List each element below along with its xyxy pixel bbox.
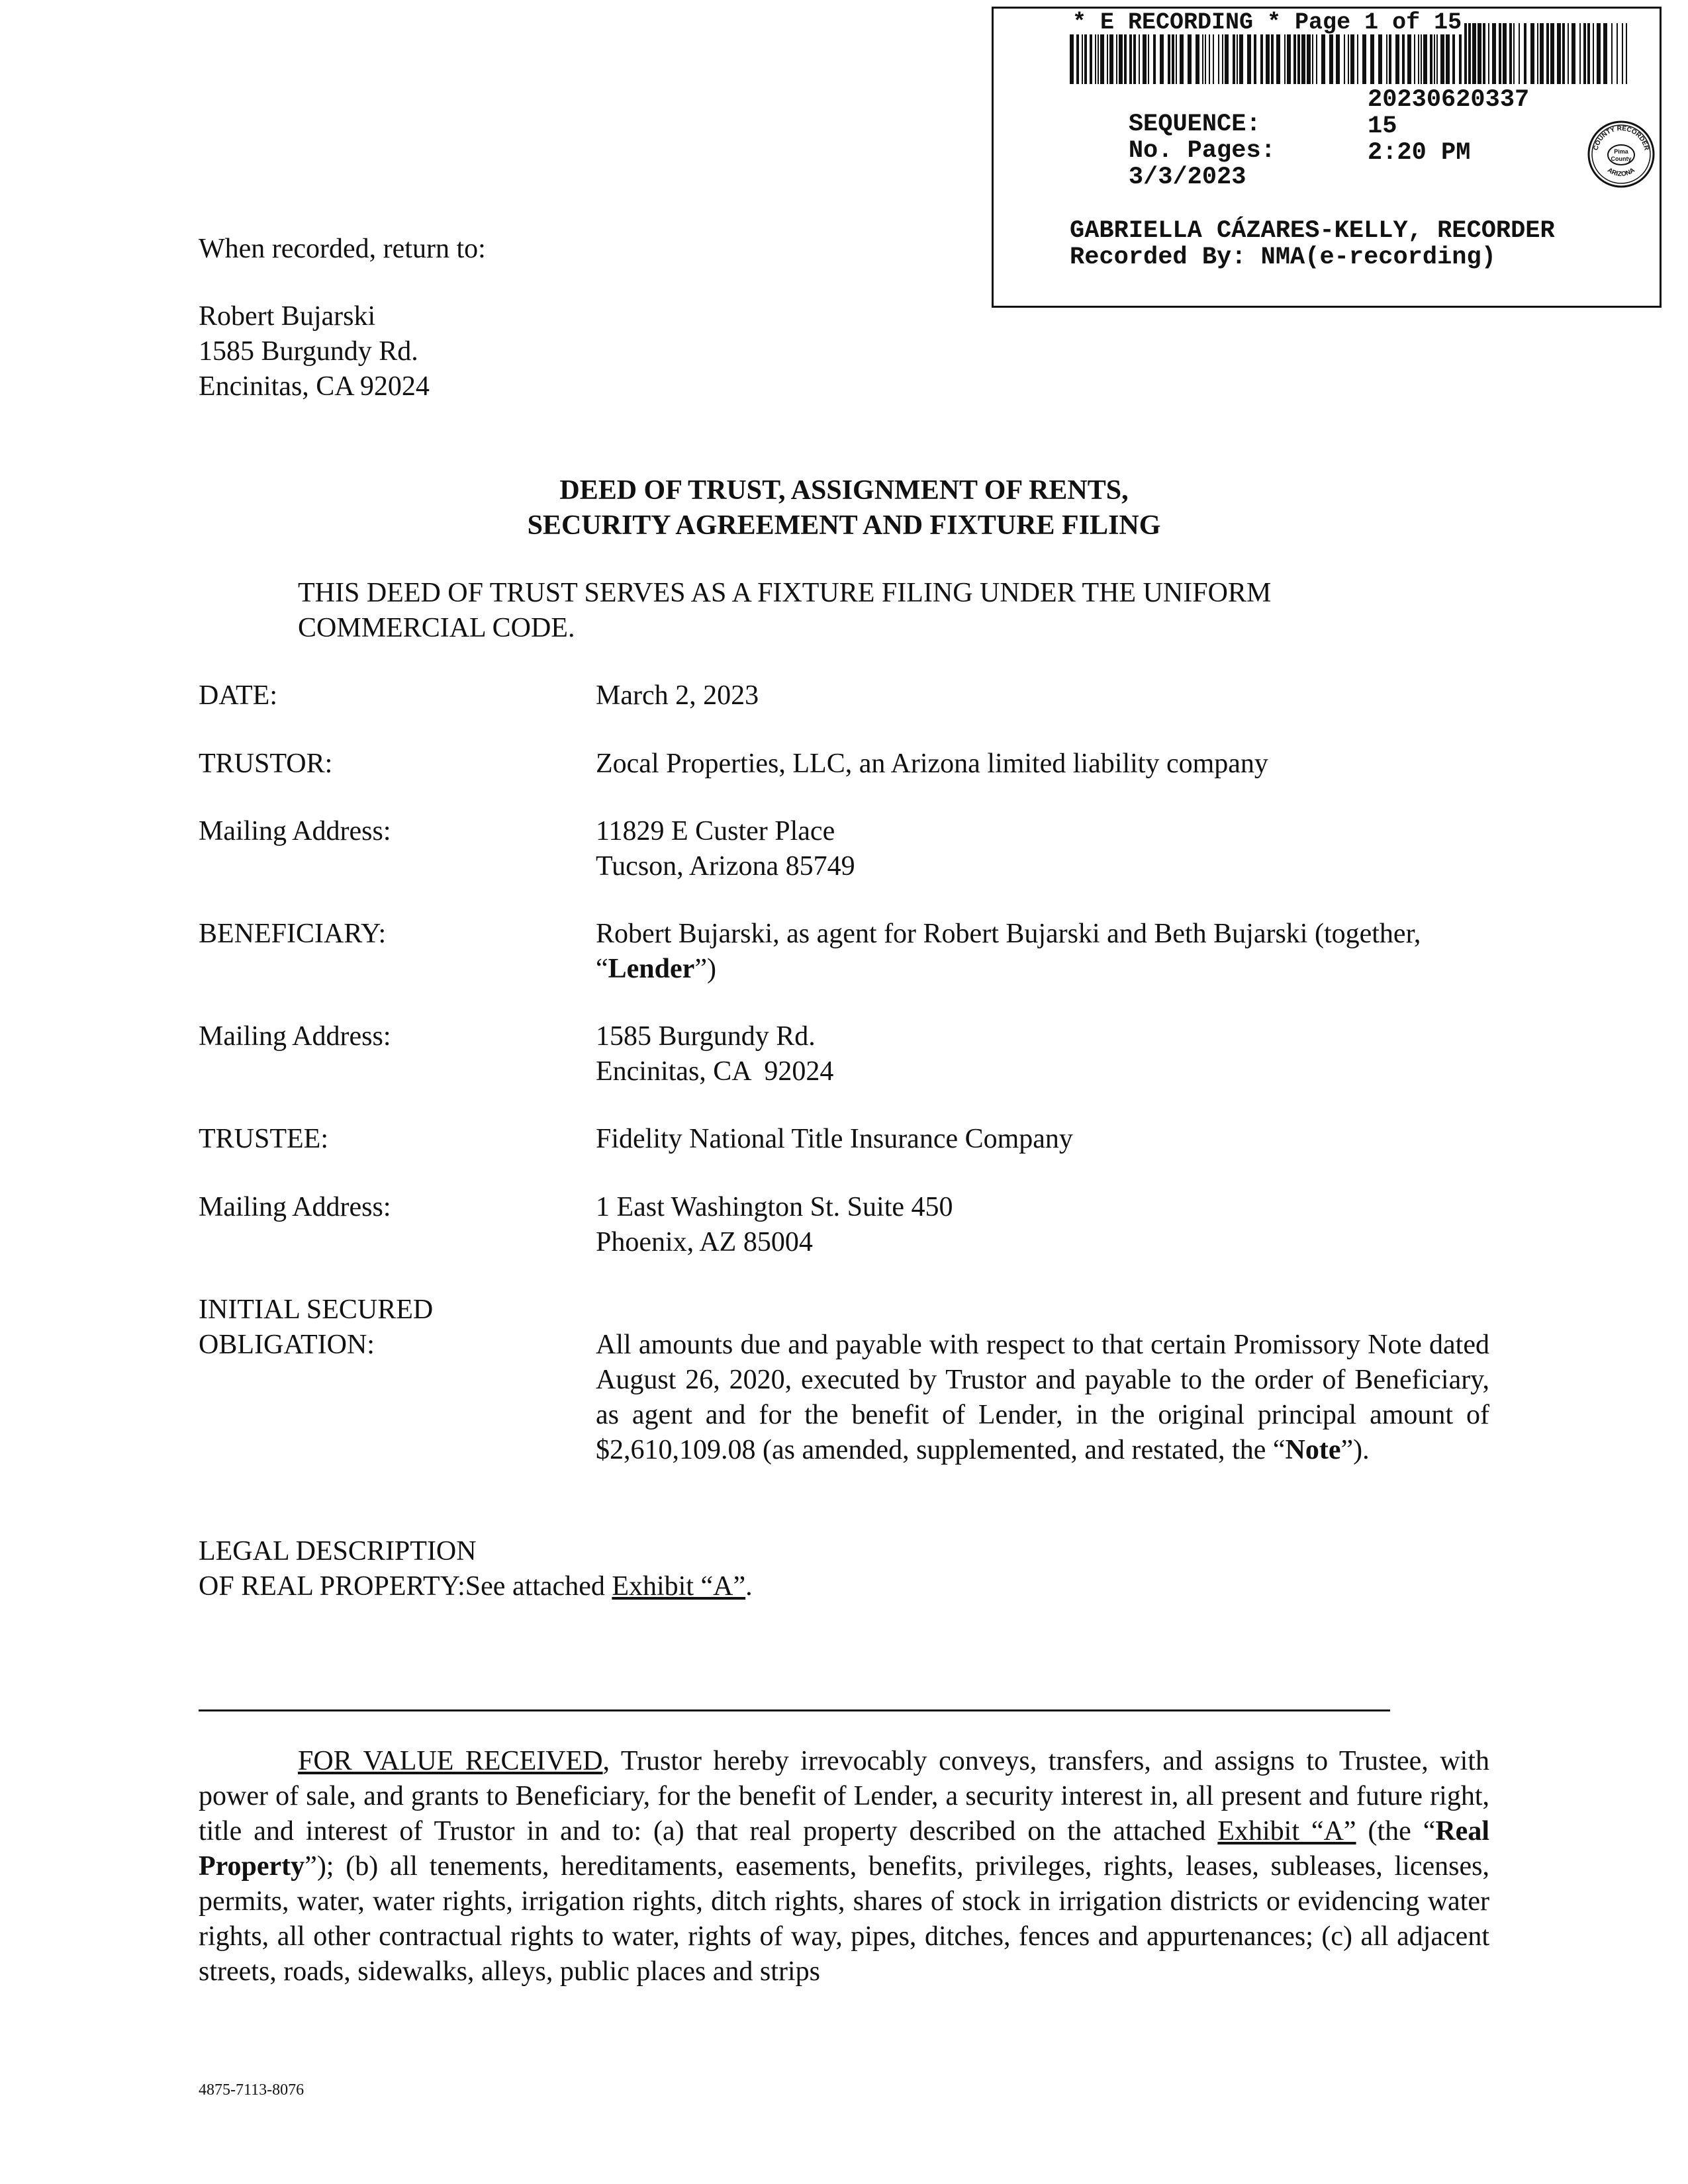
obligation-body: All amounts due and payable with respect to that certain Promissory Note dated August 26, 2020, executed by Trustor and payable to the order of Beneficiary, as agent and for the benefit of Lender, in the original principal amount of $2,610,109.08 (as amended, supplemented, and restated, the bbox=[596, 1330, 1489, 1465]
barcode-bar bbox=[1477, 23, 1481, 84]
barcode-bar bbox=[1537, 23, 1538, 84]
barcode-bar bbox=[1603, 23, 1607, 84]
barcode-bar bbox=[1597, 23, 1601, 84]
legal-row bbox=[199, 1569, 753, 1604]
beneficiary-line1: Robert Bujarski, as agent for Robert Bujarski and Beth Bujarski (together, bbox=[596, 919, 1421, 949]
beneficiary-mailing-label: Mailing Address: bbox=[199, 1021, 391, 1052]
date-label: DATE: bbox=[199, 680, 277, 711]
legal-label-1: LEGAL DESCRIPTION bbox=[199, 1536, 477, 1567]
legal-value-suffix: . bbox=[745, 1571, 753, 1602]
trustor-mailing-line2: Tucson, Arizona 85749 bbox=[596, 851, 855, 882]
obligation-label-2: OBLIGATION: bbox=[199, 1330, 375, 1360]
return-to-city: Encinitas, CA 92024 bbox=[199, 371, 430, 402]
seal-bottom-text: ARIZONA bbox=[1606, 166, 1636, 179]
pages-label: No. Pages: bbox=[1128, 137, 1276, 165]
obligation-open-quote: “ bbox=[1272, 1435, 1286, 1465]
legal-value-prefix: See attached bbox=[465, 1571, 612, 1602]
trustee-mailing-line1: 1 East Washington St. Suite 450 bbox=[596, 1192, 953, 1222]
barcode-bar bbox=[1557, 23, 1561, 84]
recorded-by: Recorded By: NMA(e-recording) bbox=[1070, 244, 1496, 271]
barcode-bar bbox=[1562, 23, 1565, 84]
return-to-name: Robert Bujarski bbox=[199, 301, 376, 332]
barcode-bar bbox=[1611, 23, 1613, 84]
trustee-label: TRUSTEE: bbox=[199, 1124, 328, 1154]
barcode-bar bbox=[1622, 23, 1623, 84]
seal-top-text: COUNTY RECORDER bbox=[1592, 124, 1650, 152]
obligation-end: ”). bbox=[1340, 1435, 1370, 1465]
recording-time: 2:20 PM bbox=[1368, 139, 1471, 167]
return-to-street: 1585 Burgundy Rd. bbox=[199, 336, 418, 367]
barcode-bar bbox=[1579, 23, 1581, 84]
pages-value: 15 bbox=[1368, 113, 1397, 140]
body-exhibit-a-link[interactable]: Exhibit “A” bbox=[1217, 1816, 1356, 1846]
obligation-text bbox=[596, 1328, 1489, 1468]
section-divider bbox=[199, 1709, 1390, 1711]
barcode-bar bbox=[1464, 23, 1467, 84]
sequence-label: SEQUENCE: bbox=[1128, 111, 1261, 138]
barcode-bar bbox=[1513, 23, 1515, 84]
beneficiary-line2 bbox=[596, 952, 716, 987]
barcode-bar bbox=[1503, 23, 1507, 84]
barcode-bar bbox=[1499, 23, 1501, 84]
barcode-bar bbox=[1530, 23, 1534, 84]
fixture-notice-line2: COMMERCIAL CODE. bbox=[298, 613, 575, 643]
real-property-defined-term: Real Property bbox=[199, 1816, 1489, 1882]
barcode-bar bbox=[1468, 23, 1471, 84]
granting-text-3: ”); (b) all tenements, hereditaments, easements, benefits, privileges, rights, leases, subleases, licenses, permits, water, water rights, irrigation rights, ditch rights, shares of stock in irrigation districts or evidencing water rights, all other contractual rights to water, rights of way, pipes, ditches, fences and appurtenances; (c) all adjacent streets, roads, sidewalks, alleys, public places and strips bbox=[199, 1851, 1489, 1987]
beneficiary-defined-term: Lender bbox=[608, 954, 695, 984]
granting-text-2: (the “ bbox=[1356, 1816, 1436, 1846]
barcode-bar bbox=[1488, 23, 1489, 84]
county-seal-icon bbox=[1587, 120, 1656, 189]
barcode-bar bbox=[1492, 23, 1496, 84]
barcode-bar bbox=[1571, 23, 1575, 84]
barcode-bar bbox=[1509, 23, 1512, 84]
exhibit-a-link[interactable]: Exhibit “A” bbox=[612, 1571, 746, 1602]
obligation-defined-term: Note bbox=[1285, 1435, 1341, 1465]
beneficiary-open-quote: “ bbox=[596, 954, 608, 984]
trustee-value: Fidelity National Title Insurance Company bbox=[596, 1124, 1073, 1154]
barcode-bar bbox=[1472, 23, 1476, 84]
legal-label-2: OF REAL PROPERTY: bbox=[199, 1571, 465, 1602]
beneficiary-label: BENEFICIARY: bbox=[199, 919, 387, 949]
beneficiary-close: ”) bbox=[694, 954, 716, 984]
barcode-bar bbox=[1546, 23, 1549, 84]
svg-text:ARIZONA bbox=[1606, 167, 1636, 178]
sequence-value: 20230620337 bbox=[1368, 86, 1530, 114]
date-value: March 2, 2023 bbox=[596, 680, 759, 711]
barcode-bar bbox=[1583, 23, 1586, 84]
barcode-bar bbox=[1483, 23, 1485, 84]
recording-date: 3/3/2023 bbox=[1128, 163, 1246, 191]
barcode-bar bbox=[1519, 23, 1520, 84]
seal-center-1: Pima bbox=[1614, 148, 1628, 155]
trustor-mailing-label: Mailing Address: bbox=[199, 816, 391, 846]
trustee-mailing-line2: Phoenix, AZ 85004 bbox=[596, 1227, 813, 1257]
seal-center-2: County bbox=[1611, 156, 1632, 162]
trustee-mailing-label: Mailing Address: bbox=[199, 1192, 391, 1222]
document-code: 4875-7113-8076 bbox=[199, 2081, 305, 2099]
barcode-bar bbox=[1617, 23, 1618, 84]
trustor-mailing-line1: 11829 E Custer Place bbox=[596, 816, 835, 846]
stamp-header: * E RECORDING * Page 1 of 15 bbox=[1070, 11, 1464, 34]
barcode-bar bbox=[1593, 23, 1594, 84]
barcode-bar bbox=[1540, 23, 1544, 84]
obligation-label-1: INITIAL SECURED bbox=[199, 1295, 434, 1325]
barcode-bar bbox=[1524, 23, 1526, 84]
recording-stamp bbox=[992, 7, 1662, 308]
fixture-notice-line1: THIS DEED OF TRUST SERVES AS A FIXTURE FILING UNDER THE UNIFORM bbox=[298, 578, 1272, 608]
granting-text-1: , Trustor hereby irrevocably conveys, transfers, and assigns to Trustee, with power of sale, and grants to Beneficiary, for the benefit of Lender, a security interest in, all present and future right, title and interest of Trustor in and to: (a) that real property described on the attached bbox=[199, 1746, 1490, 1846]
document-title-line1: DEED OF TRUST, ASSIGNMENT OF RENTS, bbox=[559, 475, 1129, 506]
beneficiary-mailing-line2: Encinitas, CA 92024 bbox=[596, 1056, 834, 1087]
recorder-name: GABRIELLA CÁZARES-KELLY, RECORDER bbox=[1070, 217, 1555, 245]
trustor-label: TRUSTOR: bbox=[199, 749, 333, 779]
barcode-bar bbox=[1626, 23, 1627, 84]
barcode-bar bbox=[1550, 23, 1554, 84]
return-to-heading: When recorded, return to: bbox=[199, 234, 486, 264]
trustor-value: Zocal Properties, LLC, an Arizona limited liability company bbox=[596, 749, 1268, 779]
granting-clause bbox=[199, 1744, 1489, 1989]
barcode-bar bbox=[1568, 23, 1569, 84]
barcode-bar bbox=[1587, 23, 1590, 84]
beneficiary-mailing-line1: 1585 Burgundy Rd. bbox=[596, 1021, 816, 1052]
granting-lead-in: FOR VALUE RECEIVED bbox=[298, 1746, 603, 1776]
document-title-line2: SECURITY AGREEMENT AND FIXTURE FILING bbox=[527, 510, 1161, 541]
